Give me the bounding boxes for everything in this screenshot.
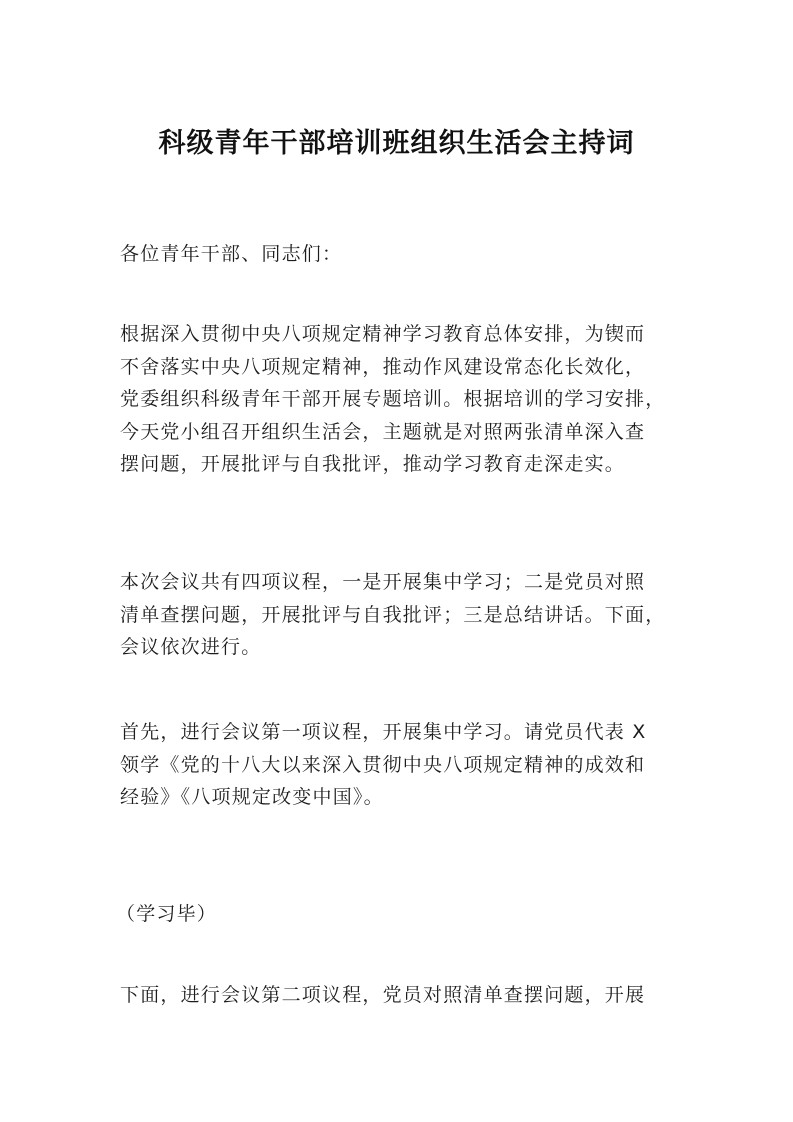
study-note: [116, 898, 686, 931]
paragraph-2-line: 清单查摆问题，开展批评与自我批评；三是总结讲话。下面，: [120, 603, 666, 626]
paragraph-3: [120, 716, 690, 814]
paragraph-1-line: 摆问题，开展批评与自我批评，推动学习教育走深走实。: [120, 453, 626, 475]
document-title: 科级青年干部培训班组织生活会主持词: [158, 128, 635, 159]
paragraph-4: [120, 979, 690, 1012]
greeting: [120, 238, 690, 271]
study-note-line: （学习毕）: [116, 903, 218, 925]
greeting-line: 各位青年干部、同志们：: [120, 243, 343, 265]
paragraph-3-line: 经验》《八项规定改变中国》。: [120, 786, 384, 808]
paragraph-1: [120, 318, 690, 481]
paragraph-1-line: 根据深入贯彻中央八项规定精神学习教育总体安排，为锲而: [120, 323, 646, 345]
paragraph-1-line: 不舍落实中央八项规定精神，推动作风建设常态化长效化，: [120, 355, 646, 378]
paragraph-3-line: 领学《党的十八大以来深入贯彻中央八项规定精神的成效和: [120, 753, 646, 776]
paragraph-3-line: 首先，进行会议第一项议程，开展集中学习。请党员代表 X: [120, 721, 647, 743]
paragraph-2-line: 会议依次进行。: [120, 636, 262, 658]
paragraph-1-line: 党委组织科级青年干部开展专题培训。根据培训的学习安排，: [120, 388, 666, 410]
paragraph-1-line: 今天党小组召开组织生活会，主题就是对照两张清单深入查: [120, 420, 646, 443]
paragraph-4-line: 下面，进行会议第二项议程，党员对照清单查摆问题，开展: [120, 984, 646, 1006]
paragraph-2-line: 本次会议共有四项议程，一是开展集中学习；二是党员对照: [120, 571, 646, 593]
paragraph-2: [120, 566, 690, 664]
